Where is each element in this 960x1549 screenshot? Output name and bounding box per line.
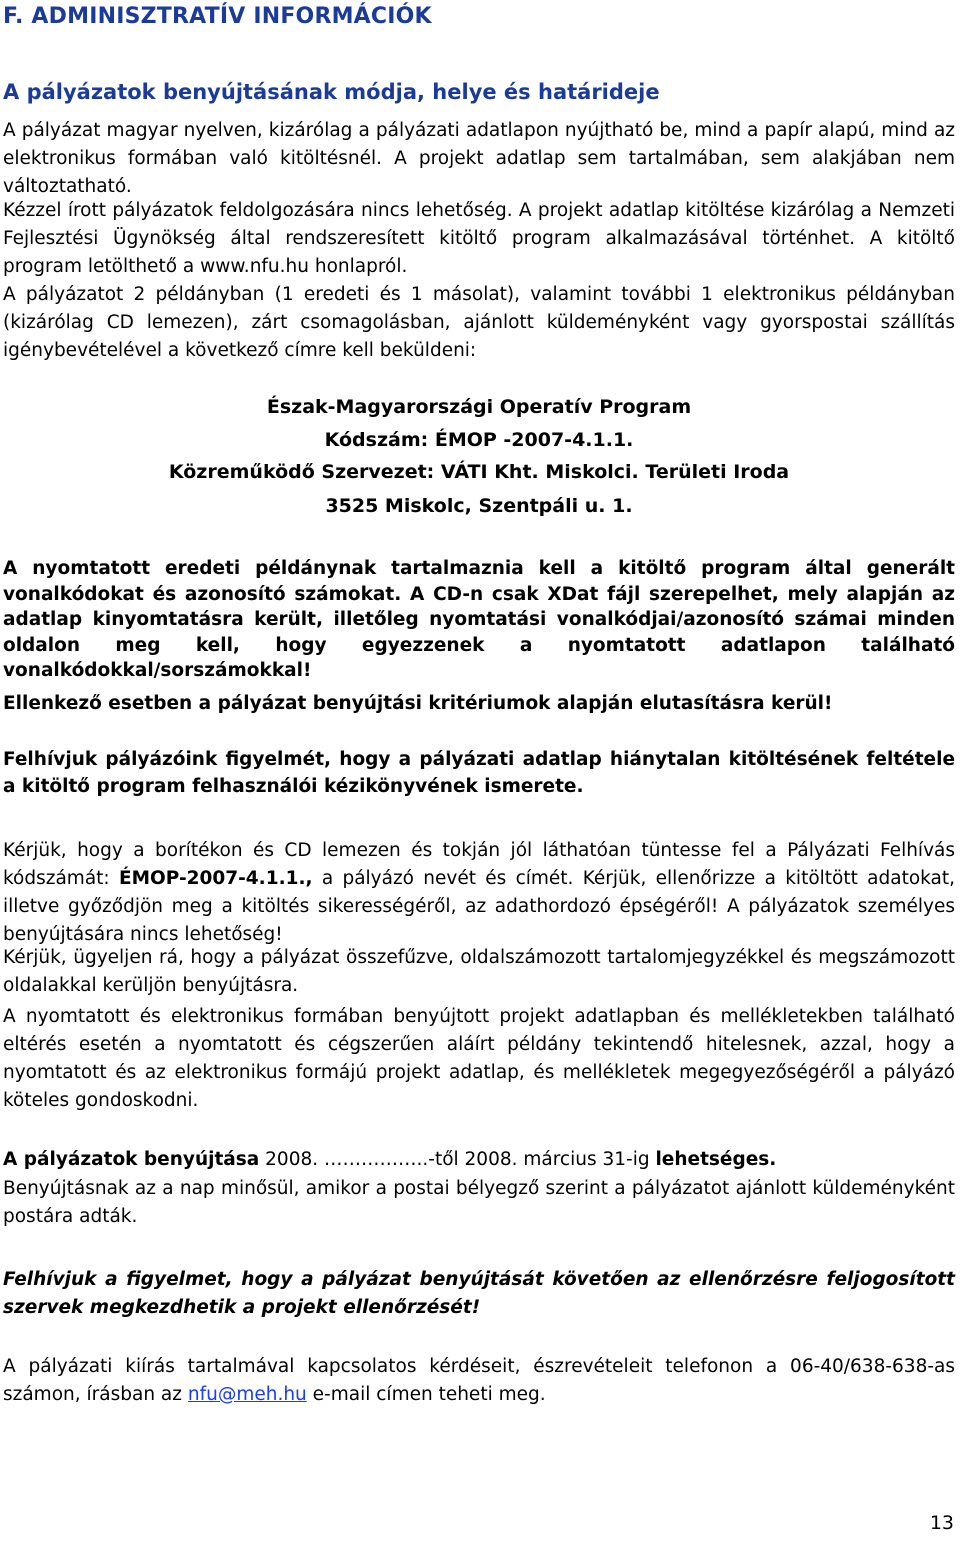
address-program: Észak-Magyarországi Operatív Program: [266, 396, 692, 418]
address-organization: Közreműködő Szervezet: VÁTI Kht. Miskolci. Területi Iroda: [168, 461, 790, 483]
paragraph-envelope: [3, 837, 955, 949]
deadline-dates: 2008. ……………..-től 2008. március 31-ig: [259, 1149, 656, 1170]
paragraph-discrepancy: A nyomtatott és elektronikus formában benyújtott projekt adatlapban és mellékletekben található eltérés esetén a nyomtatott és cégszerűen aláírt példány tekintendő hitelesnek, azzal, hogy a nyomtatott és az elektronikus formájú projekt adatlap, és mellékletek megegyezőségéről a pályázó köteles gondoskodni.: [3, 1006, 955, 1111]
paragraph-binding: Kérjük, ügyeljen rá, hogy a pályázat összefűzve, oldalszámozott tartalomjegyzékkel és megszámozott oldalakkal kerüljön benyújtásra.: [3, 947, 955, 996]
address-street: 3525 Miskolc, Szentpáli u. 1.: [325, 495, 633, 517]
paragraph-handwritten: Kézzel írott pályázatok feldolgozására nincs lehetőség. A projekt adatlap kitöltése kizárólag a Nemzeti Fejlesztési Ügynökség által rendszeresített kitöltő program alkalmazásával történhet. A kitöltő program letölthető a www.nfu.hu honlapról.: [3, 200, 955, 277]
deadline-label: A pályázatok benyújtása: [3, 1149, 260, 1170]
contact-text-a: A pályázati kiírás tartalmával kapcsolatos kérdéseit, észrevételeit telefonon a 06-40/638-638-as számon, írásban az: [3, 1356, 955, 1405]
paragraph-inspection: Felhívjuk a figyelmet, hogy a pályázat benyújtását követően az ellenőrzésre feljogosított szervek megkezdhetik a projekt ellenőrzését!: [3, 1269, 955, 1318]
paragraph-copies: A pályázatot 2 példányban (1 eredeti és 1 másolat), valamint további 1 elektronikus példányban (kizárólag CD lemezen), zárt csomagolásban, ajánlott küldeményként vagy gyorspostai szállítás igénybevételével a következő címre kell beküldeni:: [3, 284, 955, 361]
email-link[interactable]: nfu@meh.hu: [187, 1384, 307, 1405]
sub-heading: A pályázatok benyújtásának módja, helye és határideje: [3, 80, 660, 104]
paragraph-postmark: Benyújtásnak az a nap minősül, amikor a postai bélyegző szerint a pályázatot ajánlott küldeményként postára adták.: [3, 1178, 955, 1227]
contact-text-b: e-mail címen teheti meg.: [306, 1384, 546, 1405]
address-code: Kódszám: ÉMOP -2007-4.1.1.: [324, 429, 634, 451]
deadline-possible: lehetséges.: [655, 1149, 777, 1170]
paragraph-language: A pályázat magyar nyelven, kizárólag a pályázati adatlapon nyújtható be, mind a papír alapú, mind az elektronikus formában való kitöltésnél. A projekt adatlap sem tartalmában, sem alakjában nem változtatható.: [3, 120, 955, 197]
paragraph-manual-notice: Felhívjuk pályázóink figyelmét, hogy a pályázati adatlap hiánytalan kitöltésének feltétele a kitöltő program felhasználói kézikönyvének ismerete.: [3, 749, 955, 797]
paragraph-deadline: [3, 1146, 955, 1174]
paragraph-rejection: Ellenkező esetben a pályázat benyújtási kritériumok alapján elutasításra kerül!: [3, 693, 833, 714]
paragraph-contact: [3, 1353, 955, 1409]
section-heading: F. ADMINISZTRATÍV INFORMÁCIÓK: [3, 4, 432, 29]
page-number: 13: [929, 1512, 954, 1534]
envelope-text-a: Kérjük, hogy a borítékon és CD lemezen és tokján jól láthatóan tüntesse fel a Pályázati Felhívás kódszámát:: [3, 840, 955, 889]
envelope-code: ÉMOP-2007-4.1.1.,: [118, 868, 313, 889]
envelope-text-b: a pályázó nevét és címét. Kérjük, ellenőrizze a kitöltött adatokat, illetve győződjön meg a kitöltés sikerességéről, az adathordozó épségéről! A pályázatok személyes benyújtására nincs lehetőség!: [3, 868, 955, 945]
paragraph-barcodes: A nyomtatott eredeti példánynak tartalmaznia kell a kitöltő program által generált vonalkódokat és azonosító számokat. A CD-n csak XDat fájl szerepelhet, mely alapján az adatlap kinyomtatásra került, illetőleg nyomtatási vonalkódjai/azonosító számai minden oldalon meg kell, hogy egyezzenek a nyomtatott adatlapon található vonalkódokkal/sorszámokkal!: [3, 558, 955, 681]
